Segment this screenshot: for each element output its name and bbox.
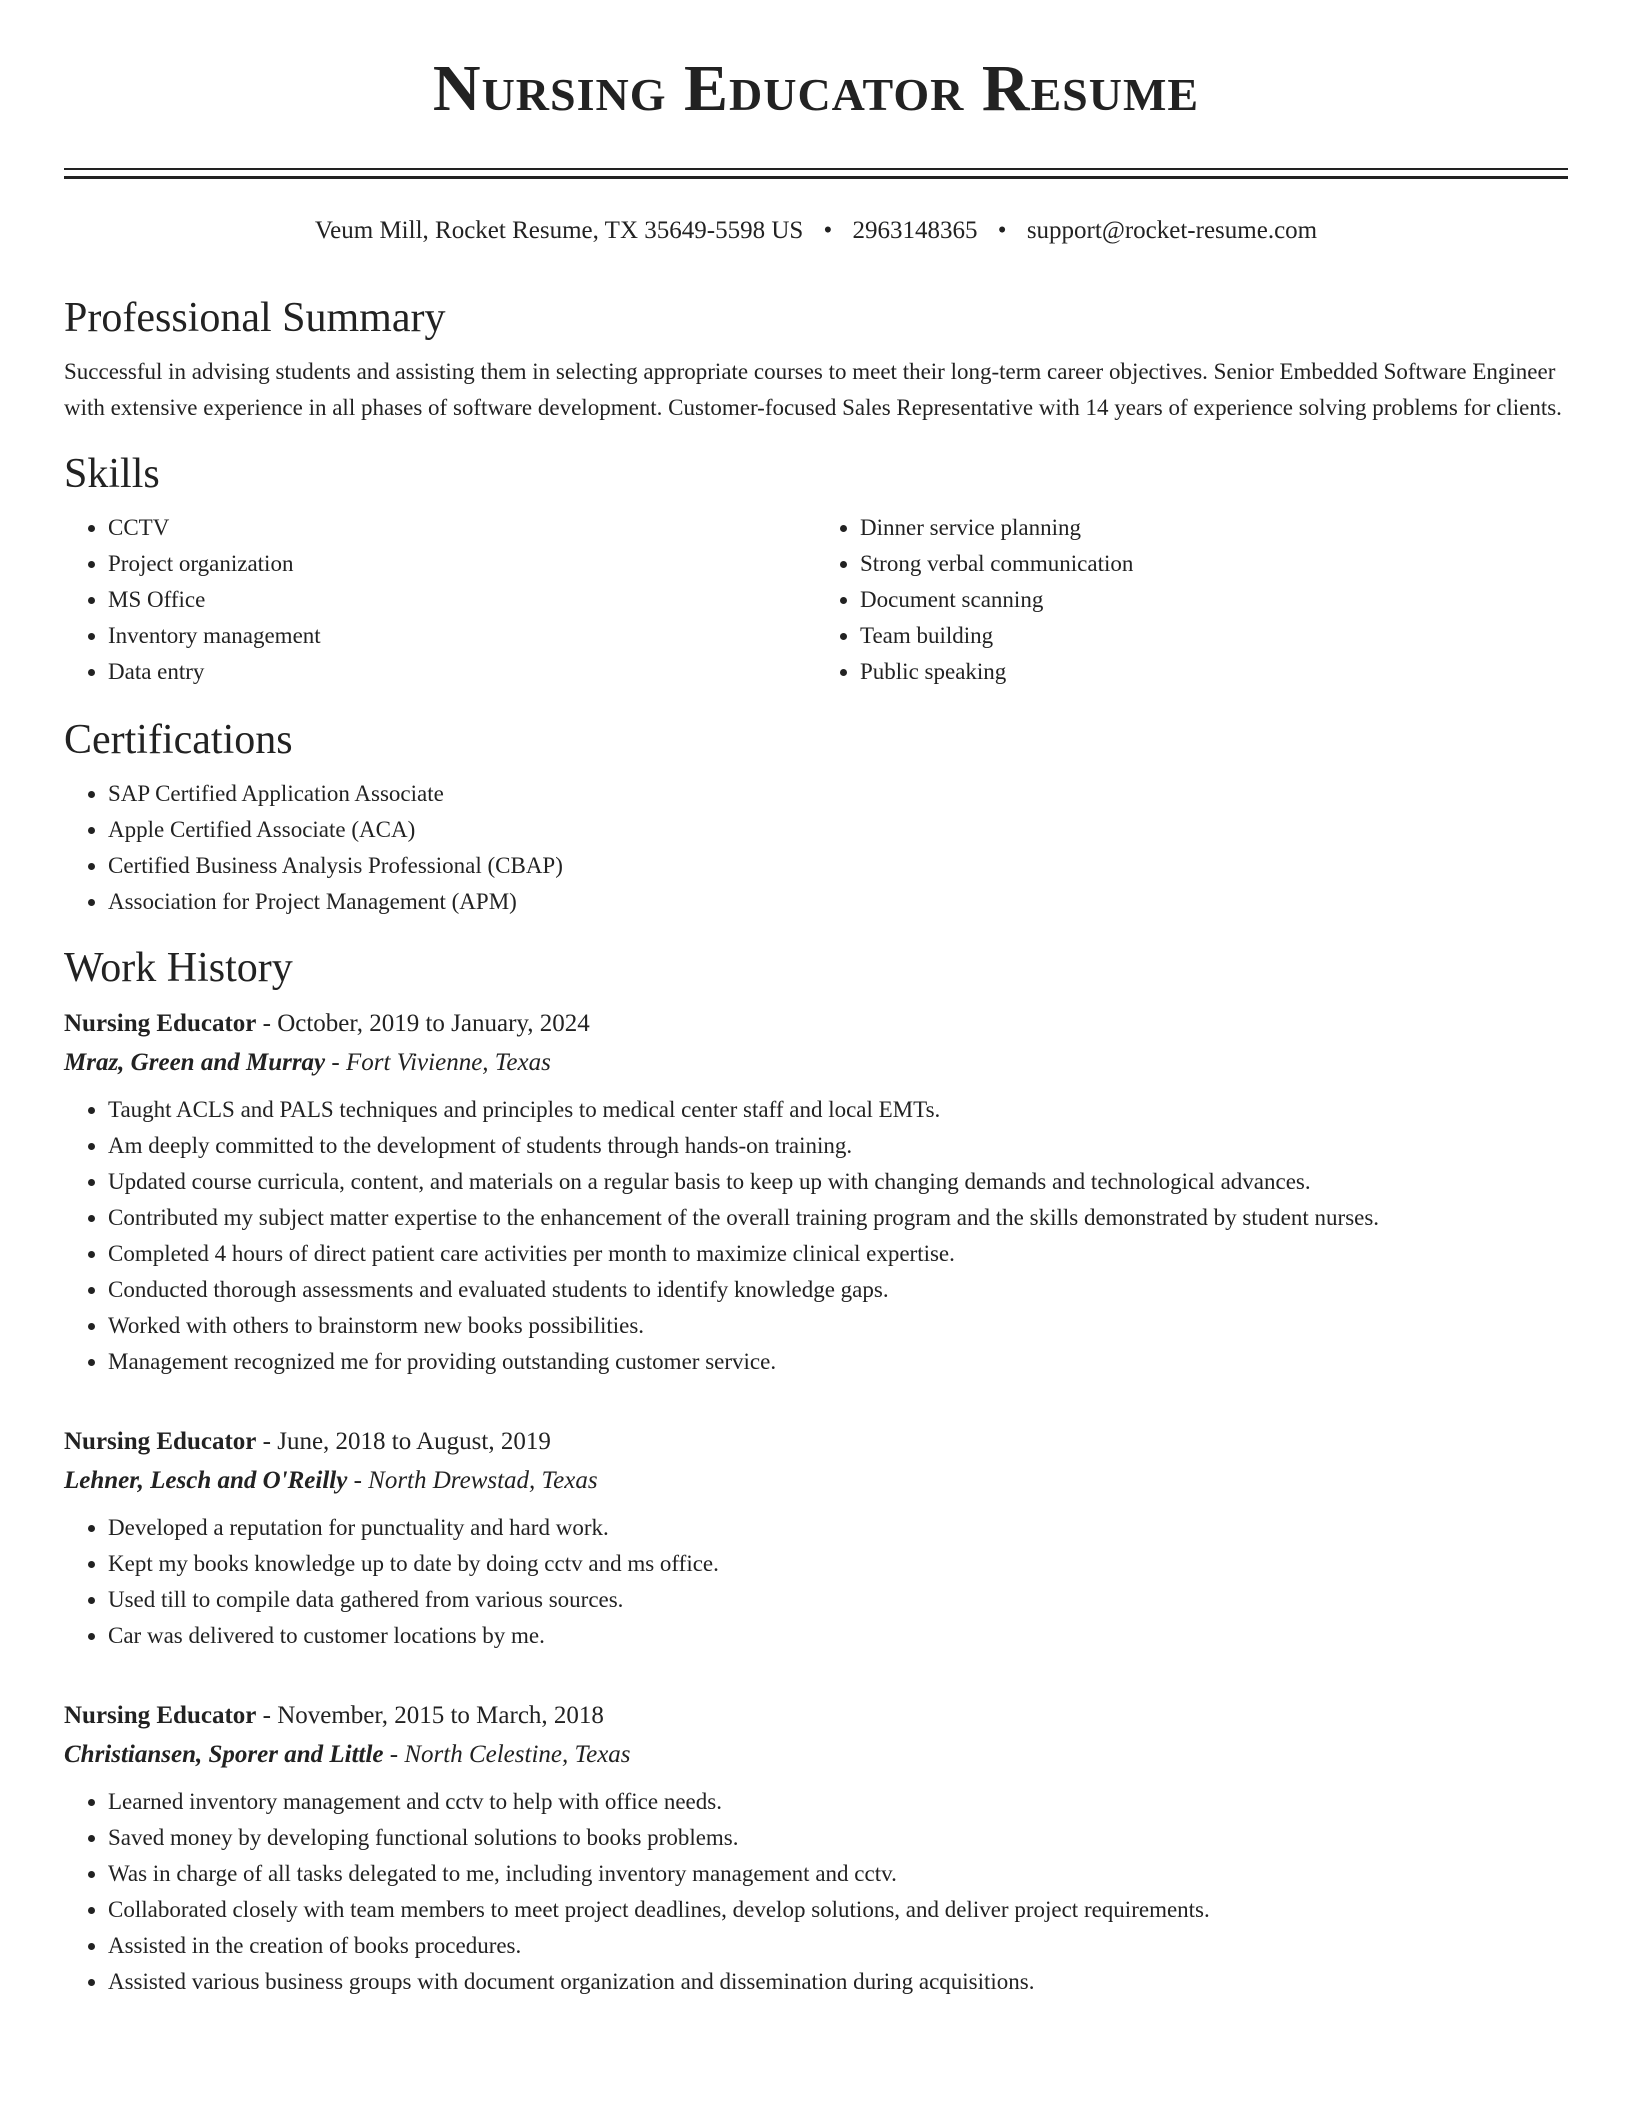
certifications-section: [64, 712, 1568, 920]
job-location: - Fort Vivienne, Texas: [325, 1049, 551, 1076]
skill-item: • Public speaking: [860, 654, 1568, 690]
page-title: Nursing Educator Resume: [432, 52, 1200, 125]
job-location: - North Celestine, Texas: [383, 1741, 631, 1768]
job-company: Mraz, Green and Murray: [64, 1049, 326, 1076]
job-bullet: • Car was delivered to customer locations by me.: [108, 1618, 1568, 1654]
certification-item: • Certified Business Analysis Professional (CBAP): [108, 848, 1568, 884]
job-bullet: • Conducted thorough assessments and evaluated students to identify knowledge gaps.: [108, 1272, 1568, 1308]
contact-address: Veum Mill, Rocket Resume, TX 35649-5598 US: [314, 217, 804, 244]
summary-text: Successful in advising students and assisting them in selecting appropriate courses to meet their long-term career objectives. Senior Embedded Software Engineer with extensive experience in all phases of software development. Customer-focused Sales Representative with 14 years of experience solving problems for clients.: [64, 359, 1562, 420]
contact-line: [0, 214, 1632, 248]
job-title-line: [64, 1004, 1568, 1044]
job-company: Christiansen, Sporer and Little: [64, 1741, 384, 1768]
skill-item: • Document scanning: [860, 582, 1568, 618]
job-entry: [64, 1696, 1568, 2000]
skills-section: [64, 446, 1568, 690]
resume-content: [64, 290, 1568, 2000]
skills-list-right: [816, 510, 1568, 690]
skill-item: • Strong verbal communication: [860, 546, 1568, 582]
job-company-line: [64, 1044, 1568, 1082]
certifications-heading: Certifications: [64, 717, 293, 763]
work-history-heading: Work History: [64, 945, 293, 991]
job-bullet: • Management recognized me for providing outstanding customer service.: [108, 1344, 1568, 1380]
job-entry: [64, 1422, 1568, 1654]
job-location: - North Drewstad, Texas: [347, 1467, 598, 1494]
job-bullet: • Updated course curricula, content, and materials on a regular basis to keep up with changing demands and technological advances.: [108, 1164, 1568, 1200]
job-company: Lehner, Lesch and O'Reilly: [64, 1467, 348, 1494]
job-bullet: • Contributed my subject matter expertise to the enhancement of the overall training program and the skills demonstrated by student nurses.: [108, 1200, 1568, 1236]
header-divider-top: [64, 168, 1568, 170]
certification-item: • Association for Project Management (APM): [108, 884, 1568, 920]
skills-list-left: [64, 510, 816, 690]
job-dates: - October, 2019 to January, 2024: [256, 1010, 590, 1037]
job-bullet: • Learned inventory management and cctv to help with office needs.: [108, 1784, 1568, 1820]
certifications-list: [64, 776, 1568, 920]
contact-separator: •: [823, 217, 833, 244]
job-entry: [64, 1004, 1568, 1380]
job-title-line: [64, 1696, 1568, 1736]
job-bullets: [64, 1092, 1568, 1380]
skill-item: • Project organization: [108, 546, 816, 582]
job-bullet: • Worked with others to brainstorm new books possibilities.: [108, 1308, 1568, 1344]
skill-item: • Dinner service planning: [860, 510, 1568, 546]
certification-item: • Apple Certified Associate (ACA): [108, 812, 1568, 848]
summary-section: [64, 290, 1568, 426]
skill-item: • Inventory management: [108, 618, 816, 654]
job-bullet: • Assisted various business groups with document organization and dissemination during acquisitions.: [108, 1964, 1568, 2000]
job-role: Nursing Educator: [64, 1702, 257, 1729]
skills-heading: Skills: [64, 451, 160, 497]
job-bullet: • Completed 4 hours of direct patient care activities per month to maximize clinical expertise.: [108, 1236, 1568, 1272]
skill-item: • CCTV: [108, 510, 816, 546]
job-dates: - November, 2015 to March, 2018: [256, 1702, 604, 1729]
job-bullet: • Am deeply committed to the development of students through hands-on training.: [108, 1128, 1568, 1164]
job-bullet: • Was in charge of all tasks delegated to me, including inventory management and cctv.: [108, 1856, 1568, 1892]
work-history-section: [64, 940, 1568, 2000]
job-title-line: [64, 1422, 1568, 1462]
skills-grid: [64, 510, 1568, 690]
contact-separator: •: [997, 217, 1007, 244]
job-dates: - June, 2018 to August, 2019: [256, 1428, 551, 1455]
job-role: Nursing Educator: [64, 1428, 257, 1455]
summary-heading: Professional Summary: [64, 295, 446, 341]
job-bullet: • Taught ACLS and PALS techniques and principles to medical center staff and local EMTs.: [108, 1092, 1568, 1128]
certification-item: • SAP Certified Application Associate: [108, 776, 1568, 812]
header-divider-bottom: [64, 176, 1568, 179]
contact-phone: 2963148365: [852, 217, 978, 244]
job-bullets: [64, 1784, 1568, 2000]
job-bullet: • Collaborated closely with team members to meet project deadlines, develop solutions, and deliver project requirements.: [108, 1892, 1568, 1928]
skill-item: • MS Office: [108, 582, 816, 618]
skill-item: • Team building: [860, 618, 1568, 654]
job-bullet: • Kept my books knowledge up to date by doing cctv and ms office.: [108, 1546, 1568, 1582]
contact-email: support@rocket-resume.com: [1026, 217, 1318, 244]
job-company-line: [64, 1462, 1568, 1500]
job-bullet: • Developed a reputation for punctuality and hard work.: [108, 1510, 1568, 1546]
job-company-line: [64, 1736, 1568, 1774]
job-bullet: • Assisted in the creation of books procedures.: [108, 1928, 1568, 1964]
skill-item: • Data entry: [108, 654, 816, 690]
job-role: Nursing Educator: [64, 1010, 257, 1037]
job-bullets: [64, 1510, 1568, 1654]
job-bullet: • Used till to compile data gathered from various sources.: [108, 1582, 1568, 1618]
job-bullet: • Saved money by developing functional solutions to books problems.: [108, 1820, 1568, 1856]
